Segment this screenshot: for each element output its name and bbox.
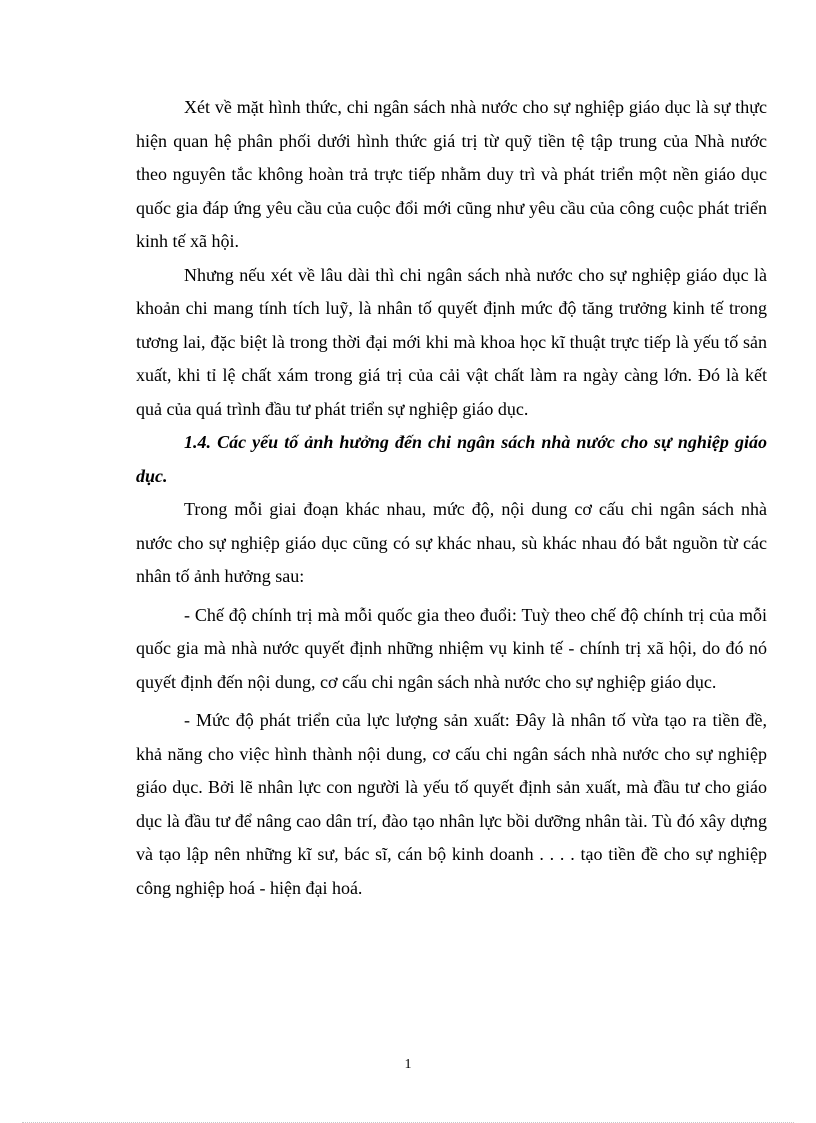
paragraph-factors-intro: Trong mỗi giai đoạn khác nhau, mức độ, nội dung cơ cấu chi ngân sách nhà nước cho sự nghiệp giáo dục cũng có sự khác nhau, sù khác nhau đó bắt nguồn từ các nhân tố ảnh hưởng sau: bbox=[136, 499, 767, 586]
paragraph-political-regime: - Chế độ chính trị mà mỗi quốc gia theo đuổi: Tuỳ theo chế độ chính trị của mỗi quốc gia mà nhà nước quyết định những nhiệm vụ kinh tế - chính trị xã hội, do đó nó quyết định đến nội dung, cơ cấu chi ngân sách nhà nước cho sự nghiệp giáo dục. bbox=[136, 604, 767, 692]
body-text bbox=[136, 91, 767, 905]
page-number: 1 bbox=[404, 1057, 412, 1072]
paragraph-long-term-view: Nhưng nếu xét về lâu dài thì chi ngân sách nhà nước cho sự nghiệp giáo dục là khoản chi mang tính tích luỹ, là nhân tố quyết định mức độ tăng trưởng kinh tế trong tương lai, đặc biệt là trong thời đại mới khi mà khoa học kĩ thuật trực tiếp là yếu tố sản xuất, khi tỉ lệ chất xám trong giá trị của cải vật chất làm ra ngày càng lớn. Đó là kết quả của quá trình đầu tư phát triển sự nghiệp giáo dục. bbox=[136, 264, 767, 419]
section-heading-1-4: 1.4. Các yếu tố ảnh hưởng đến chi ngân sách nhà nước cho sự nghiệp giáo dục. bbox=[136, 432, 767, 486]
paragraph-production-forces: - Mức độ phát triển của lực lượng sản xuất: Đây là nhân tố vừa tạo ra tiền đề, khả năng cho việc hình thành nội dung, cơ cấu chi ngân sách nhà nước cho sự nghiệp giáo dục. Bởi lẽ nhân lực con người là yếu tố quyết định sản xuất, mà đầu tư cho giáo dục là đầu tư để nâng cao dân trí, đào tạo nhân lực bồi dưỡng nhân tài. Tù đó xây dựng và tạo lập nên những kĩ sư, bác sĩ, cán bộ kinh doanh . . . . tạo tiền đề cho sự nghiệp công nghiệp hoá - hiện đại hoá. bbox=[136, 710, 767, 898]
paragraph-formal-view: Xét về mặt hình thức, chi ngân sách nhà nước cho sự nghiệp giáo dục là sự thực hiện quan hệ phân phối dưới hình thức giá trị từ quỹ tiền tệ tập trung của Nhà nước theo nguyên tắc không hoàn trả trực tiếp nhằm duy trì và phát triển một nền giáo dục quốc gia đáp ứng yêu cầu của cuộc đổi mới cũng như yêu cầu của công cuộc phát triển kinh tế xã hội. bbox=[136, 97, 767, 251]
